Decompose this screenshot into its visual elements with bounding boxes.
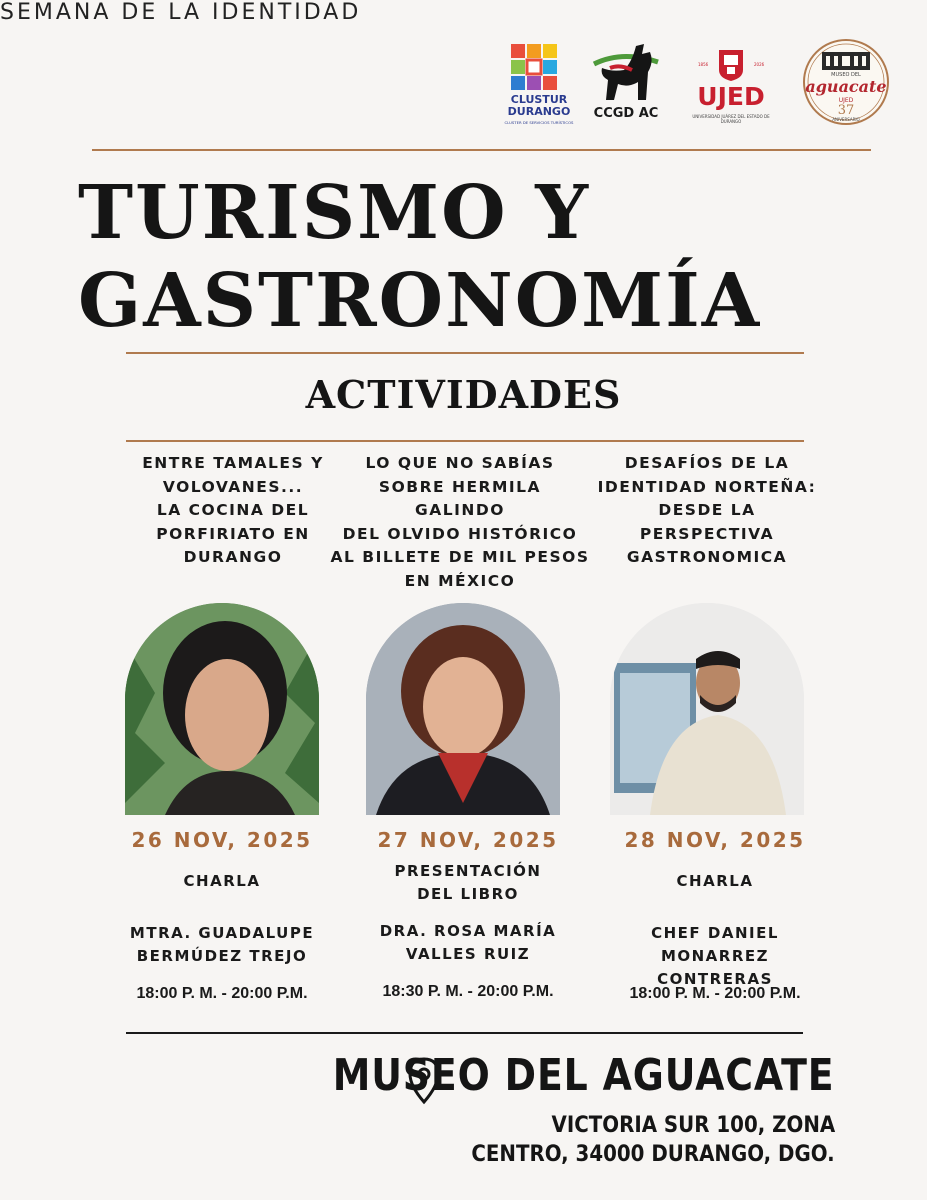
ujed-year-end: 2026 <box>754 62 765 67</box>
speaker-photo-rosa-maria <box>366 603 560 815</box>
ujed-crest-icon <box>717 48 745 82</box>
main-title-line2: GASTRONOMÍA <box>78 258 762 344</box>
ujed-name: UJED <box>697 82 765 111</box>
museo-aguacate-text: aguacate <box>805 77 887 96</box>
event-title: LO QUE NO SABÍAS SOBRE HERMILA GALINDO DEL OLVIDO HISTÓRICO AL BILLETE DE MIL PESOS EN MÉXICO <box>330 454 590 590</box>
event-time: 18:30 P. M. - 20:00 P.M. <box>382 983 554 1000</box>
ujed-caption: UNIVERSIDAD JUÁREZ DEL ESTADO DE DURANGO <box>692 114 770 124</box>
event-title: ENTRE TAMALES Y VOLOVANES... LA COCINA DEL PORFIRIATO EN DURANGO <box>142 454 324 566</box>
activities-divider <box>126 440 804 442</box>
event-type: CHARLA <box>676 872 754 890</box>
event-date: 28 NOV, 2025 <box>624 828 806 852</box>
activities-heading: ACTIVIDADES <box>305 372 622 417</box>
event-info-3 <box>585 828 845 1003</box>
venue-divider <box>126 1032 803 1034</box>
event-speaker: CHEF DANIEL MONARREZ CONTRERAS <box>651 924 779 988</box>
event-type: CHARLA <box>183 872 261 890</box>
event-type: PRESENTACIÓN DEL LIBRO <box>394 862 542 903</box>
event-date: 26 NOV, 2025 <box>131 828 313 852</box>
portrait-woman-icon <box>125 603 319 815</box>
museo-anniversary: ANIVERSARIO <box>832 117 860 122</box>
ccgd-logo <box>588 42 664 130</box>
clustur-name: CLUSTUR DURANGO <box>507 93 571 118</box>
museo-number: 37 <box>837 103 855 118</box>
portrait-chef-icon <box>610 603 804 815</box>
event-series-label: SEMANA DE LA IDENTIDAD <box>0 0 362 25</box>
event-card-1 <box>103 452 363 570</box>
ujed-year-start: 1856 <box>698 62 709 67</box>
venue-name: MUSEO DEL AGUACATE <box>333 1050 835 1101</box>
event-time: 18:00 P. M. - 20:00 P.M. <box>136 985 308 1002</box>
event-speaker: DRA. ROSA MARÍA VALLES RUIZ <box>379 922 557 963</box>
event-speaker: MTRA. GUADALUPE BERMÚDEZ TREJO <box>129 924 315 965</box>
event-info-2 <box>338 828 598 1001</box>
header-divider <box>92 149 871 151</box>
event-card-3 <box>577 452 837 570</box>
clustur-mark-icon <box>505 42 573 94</box>
clustur-caption: CLUSTER DE SERVICIOS TURÍSTICOS <box>504 120 574 125</box>
event-date: 27 NOV, 2025 <box>377 828 559 852</box>
title-divider <box>126 352 804 354</box>
museo-top-text: MUSEO DEL <box>831 72 861 78</box>
portrait-woman-icon <box>366 603 560 815</box>
museo-aguacate-logo <box>802 36 890 128</box>
speaker-photo-guadalupe <box>125 603 319 815</box>
venue-address-line1: VICTORIA SUR 100, ZONA <box>551 1113 835 1138</box>
ccgd-bull-icon <box>588 42 664 106</box>
ujed-logo <box>690 42 772 130</box>
clustur-logo <box>505 42 573 130</box>
venue-address-line2: CENTRO, 34000 DURANGO, DGO. <box>471 1142 835 1167</box>
event-info-1 <box>92 828 352 1003</box>
ccgd-name: CCGD AC <box>593 106 659 121</box>
speaker-photo-daniel <box>610 603 804 815</box>
event-time: 18:00 P. M. - 20:00 P.M. <box>629 985 801 1002</box>
event-title: DESAFÍOS DE LA IDENTIDAD NORTEÑA: DESDE LA PERSPECTIVA GASTRONOMICA <box>597 454 817 566</box>
main-title-line1: TURISMO Y <box>78 170 591 256</box>
event-card-2 <box>330 452 590 593</box>
museo-sub-text: UJED <box>838 97 854 104</box>
